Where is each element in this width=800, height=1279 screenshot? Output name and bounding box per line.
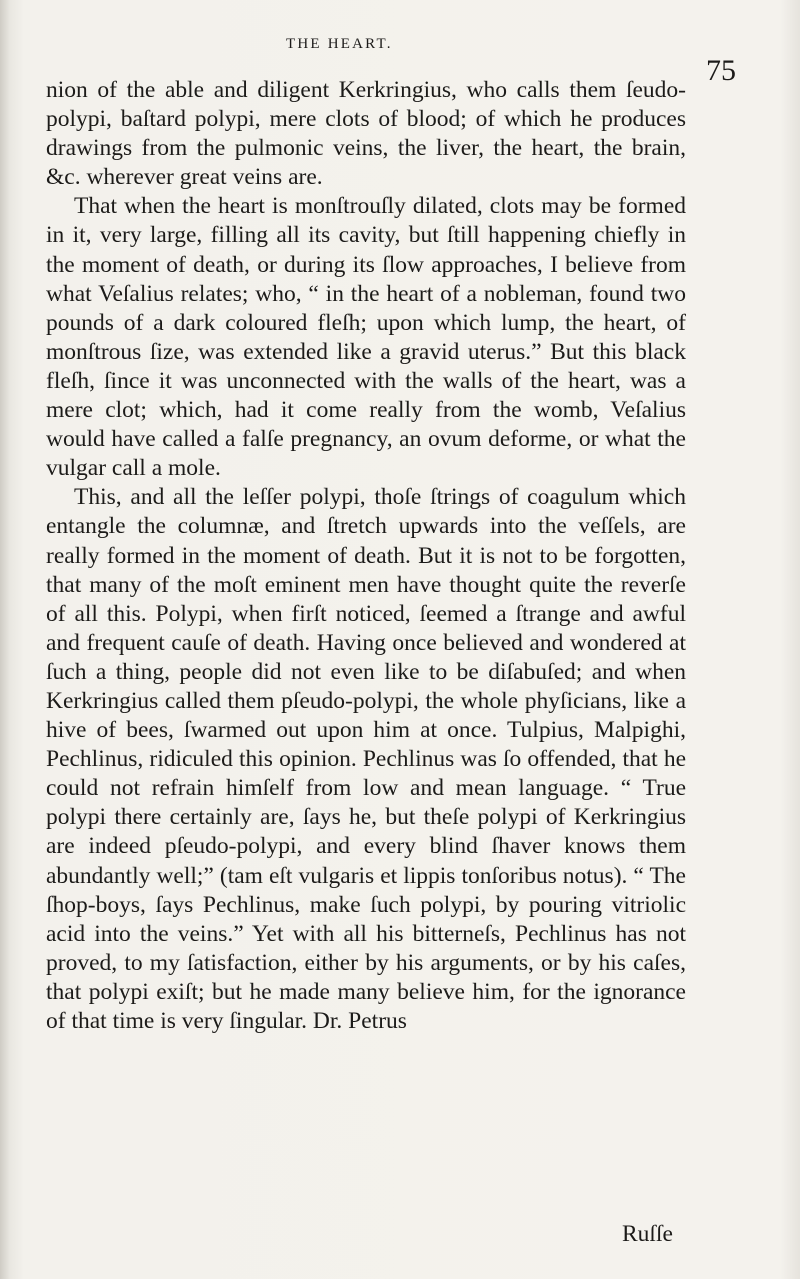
catchword: Ruſſe	[622, 1221, 673, 1247]
paragraph-1: nion of the able and diligent Kerkringius, who calls them ſeudo-polypi, baſtard polypi, mere clots of blood; of which he produces drawings from the pulmonic veins, the liver, the heart, the brain, &c. wherever great veins are.	[46, 77, 686, 191]
paragraph-2: That when the heart is monſtrouſly dilated, clots may be formed in it, very large, filling all its cavity, but ſtill happening chiefly in the moment of death, or during its ſlow approaches, I believe from what Veſalius relates; who, “ in the heart of a nobleman, found two pounds of a dark coloured fleſh; upon which lump, the heart, of monſtrous ſize, was extended like a gravid uterus.” But this black fleſh, ſince it was unconnected with the walls of the heart, was a mere clot; which, had it come really from the womb, Veſalius would have called a falſe pregnancy, an ovum deforme, or what the vulgar call a mole.	[46, 193, 686, 482]
paragraph-3: This, and all the leſſer polypi, thoſe ſtrings of coagulum which entangle the columnæ, and ſtretch upwards into the veſſels, are really formed in the moment of death. But it is not to be forgotten, that many of the moſt eminent men have thought quite the reverſe of all this. Polypi, when firſt noticed, ſeemed a ſtrange and awful and frequent cauſe of death. Having once believed and wondered at ſuch a thing, people did not even like to be diſabuſed; and when Kerkringius called them pſeudo-polypi, the whole phyſicians, like a hive of bees, ſwarmed out upon him at once. Tulpius, Malpighi, Pechlinus, ridiculed this opinion. Pechlinus was ſo offended, that he could not refrain himſelf from low and mean language. “ True polypi there certainly are, ſays he, but theſe polypi of Kerkringius are indeed pſeudo-polypi, and every blind ſhaver knows them abundantly well;” (tam eſt vulgaris et lippis tonſoribus notus). “ The ſhop-boys, ſays Pechlinus, make ſuch polypi, by pouring vitriolic acid into the veins.” Yet with all his bitterneſs, Pechlinus has not proved, to my ſatisfaction, either by his arguments, or by his caſes, that polypi exiſt; but he made many believe him, for the ignorance of that time is very ſingular. Dr. Petrus	[46, 484, 686, 1034]
page-number: 75	[706, 54, 736, 87]
running-title: THE HEART.	[286, 36, 393, 52]
body-text	[46, 76, 686, 1036]
page-header	[46, 26, 736, 87]
